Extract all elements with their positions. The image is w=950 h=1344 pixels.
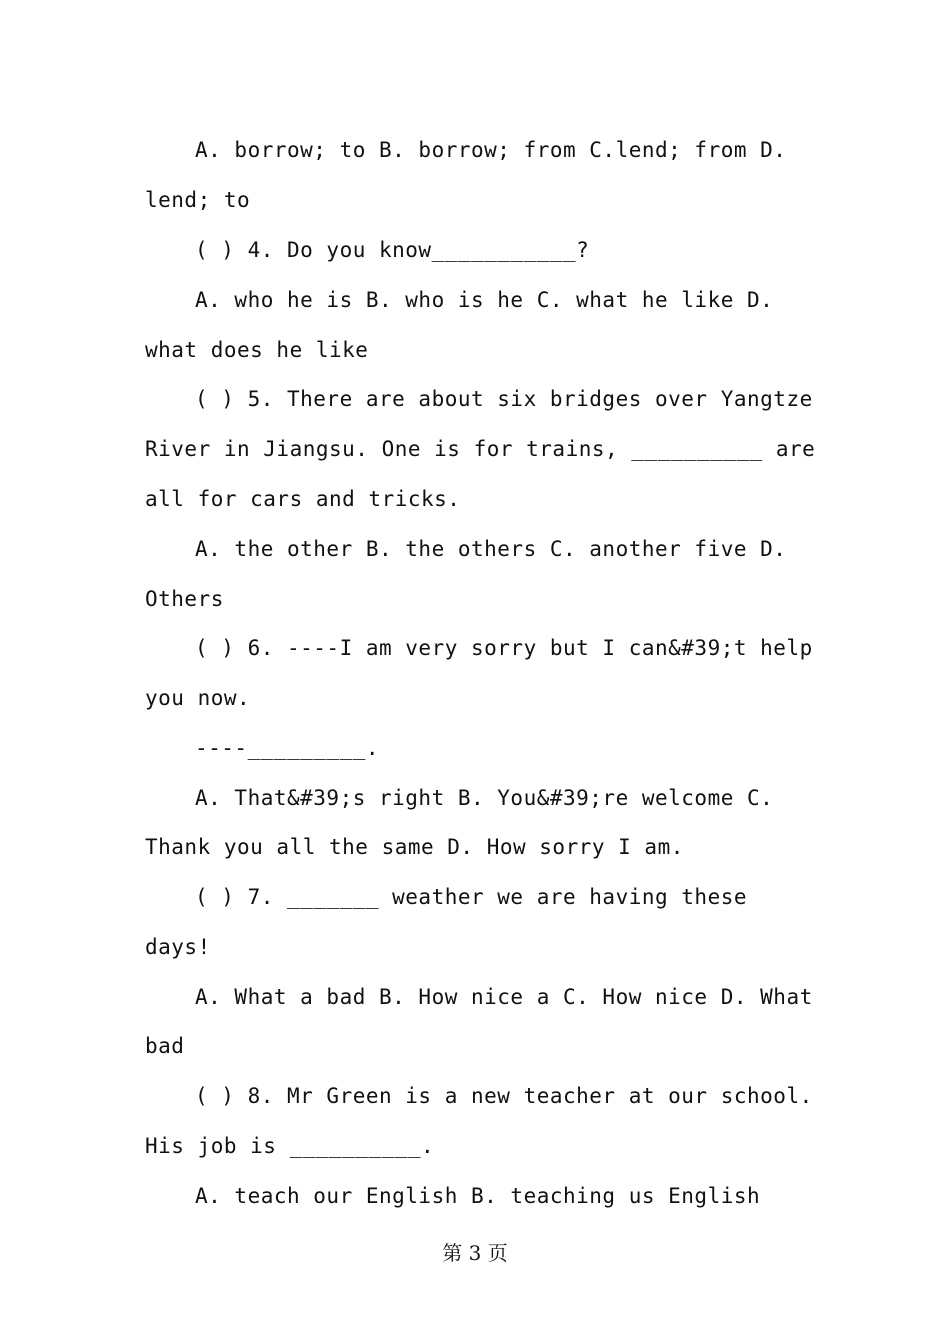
option-line-q8: A. teach our English B. teaching us English — [195, 1184, 761, 1208]
option-line-q6: A. That&#39;s right B. You&#39;re welcome C. — [195, 786, 774, 810]
option-line-q7: A. What a bad B. How nice a C. How nice D. What — [195, 985, 813, 1009]
option-line-q3-cont: lend; to — [145, 188, 251, 212]
option-line-q3: A. borrow; to B. borrow; from C.lend; from D. — [195, 138, 787, 162]
question-7-cont: days! — [145, 935, 211, 959]
option-line-q7-cont: bad — [145, 1034, 185, 1058]
question-8-cont: His job is __________. — [145, 1134, 435, 1158]
question-5-cont-1: River in Jiangsu. One is for trains, __________ are — [145, 437, 816, 461]
question-5: ( ) 5. There are about six bridges over Yangtze — [195, 387, 813, 411]
question-4: ( ) 4. Do you know___________? — [195, 238, 590, 262]
option-line-q6-cont: Thank you all the same D. How sorry I am. — [145, 835, 684, 859]
question-8: ( ) 8. Mr Green is a new teacher at our school. — [195, 1084, 813, 1108]
option-line-q5-cont: Others — [145, 587, 224, 611]
question-5-cont-2: all for cars and tricks. — [145, 487, 461, 511]
option-line-q4: A. who he is B. who is he C. what he like D. — [195, 288, 774, 312]
question-6: ( ) 6. ----I am very sorry but I can&#39;t help — [195, 636, 813, 660]
option-line-q4-cont: what does he like — [145, 338, 369, 362]
question-6-reply: ----_________. — [195, 736, 380, 760]
option-line-q5: A. the other B. the others C. another five D. — [195, 537, 787, 561]
page-number-footer: 第 3 页 — [442, 1241, 508, 1265]
question-6-cont: you now. — [145, 686, 251, 710]
question-7: ( ) 7. _______ weather we are having these — [195, 885, 748, 909]
